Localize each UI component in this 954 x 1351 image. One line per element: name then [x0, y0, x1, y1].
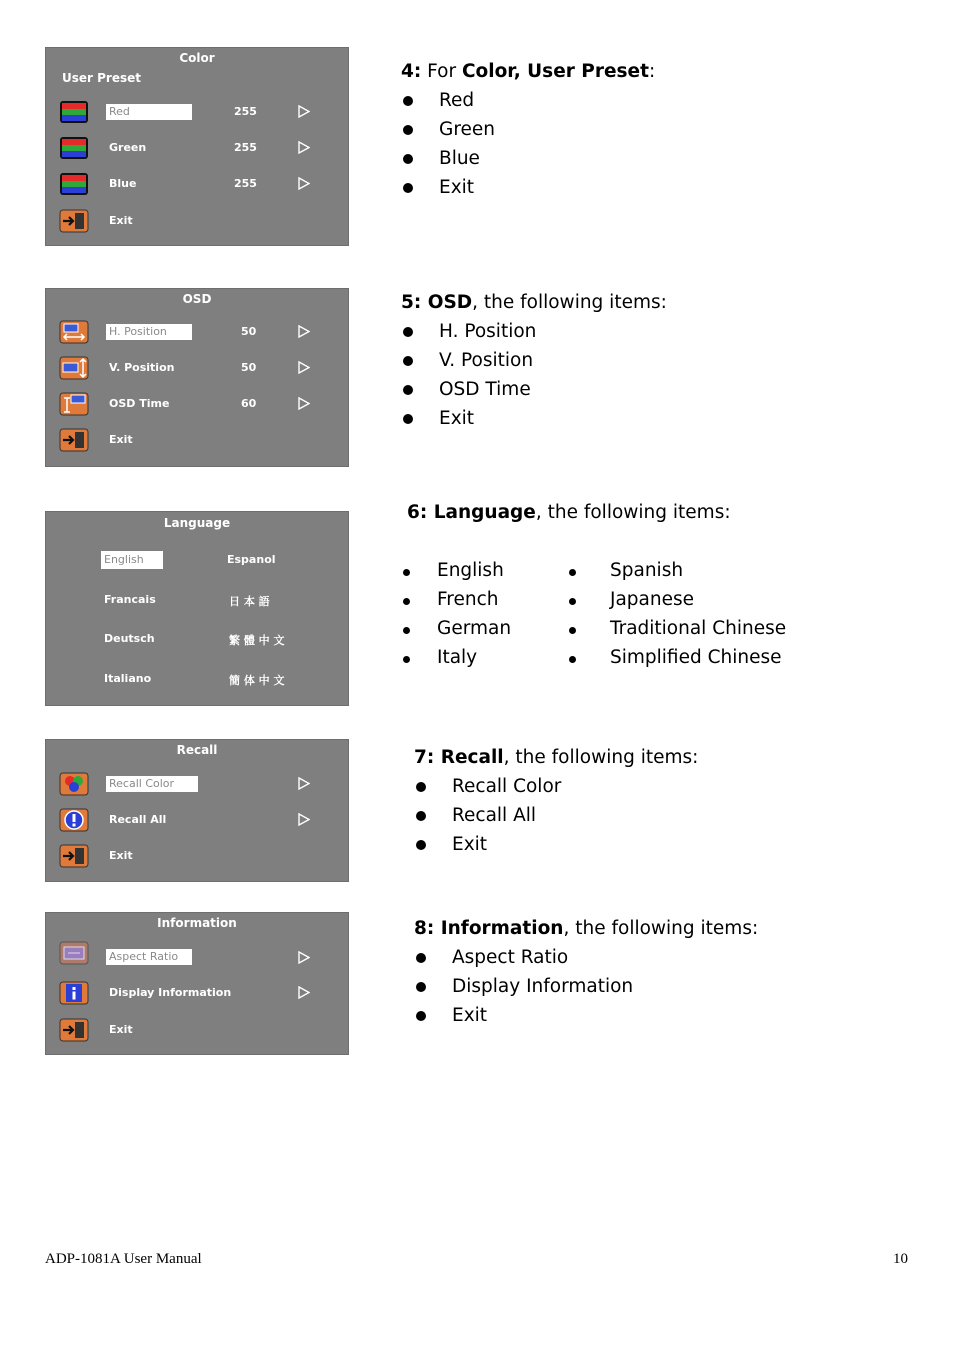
section-6-languages-right [568, 557, 786, 673]
osd-menu-screenshot [45, 288, 349, 467]
osd-row-exit [46, 428, 348, 454]
list-item: Exit [414, 1002, 758, 1031]
recall-exit-label: Exit [109, 849, 133, 862]
list-item: Italy [402, 644, 511, 673]
arrow-right-icon [298, 325, 310, 338]
aspect-ratio-icon [59, 941, 89, 965]
color-red-value: 255 [234, 105, 257, 118]
lang-italiano: Italiano [104, 672, 152, 685]
footer-page-number: 10 [893, 1251, 908, 1267]
osd-row-osd-time [46, 392, 348, 418]
exit-door-icon [59, 209, 89, 233]
osd-exit-label: Exit [109, 433, 133, 446]
list-item: Green [401, 116, 655, 145]
lang-simplified-chinese: 簡 体 中 文 [229, 674, 285, 687]
info-row-exit [46, 1018, 348, 1044]
recall-menu-title: Recall [176, 743, 218, 757]
section-5-heading: 5: OSD, the following items: [401, 292, 667, 313]
osd-row-h-position [46, 320, 348, 346]
exit-door-icon [59, 844, 89, 868]
lang-francais: Francais [104, 593, 156, 606]
lang-japanese: 日 本 語 [229, 595, 270, 608]
information-menu-screenshot [45, 912, 349, 1055]
list-item: Japanese [568, 586, 786, 615]
language-menu-title: Language [163, 516, 231, 530]
section-7-recall [414, 744, 698, 860]
osd-h-position-label: H. Position [106, 324, 192, 340]
osd-menu-title: OSD [182, 292, 212, 306]
exit-door-icon [59, 1018, 89, 1042]
arrow-right-icon [298, 177, 310, 190]
list-item: V. Position [401, 347, 667, 376]
color-bars-icon [59, 136, 89, 160]
info-aspect-ratio-label: Aspect Ratio [106, 949, 192, 965]
arrow-right-icon [298, 361, 310, 374]
language-menu-screenshot [45, 511, 349, 706]
osd-time-label: OSD Time [109, 397, 170, 410]
arrow-right-icon [298, 777, 310, 790]
osd-time-value: 60 [241, 397, 257, 410]
arrow-right-icon [298, 141, 310, 154]
recall-row-all [46, 808, 348, 834]
recall-all-icon [59, 808, 89, 832]
list-item: Recall Color [414, 773, 698, 802]
section-8-heading: 8: Information, the following items: [414, 918, 759, 939]
color-menu-subtitle: User Preset [62, 71, 141, 85]
exit-door-icon [59, 428, 89, 452]
lang-espanol: Espanol [227, 553, 276, 566]
list-item: Simplified Chinese [568, 644, 786, 673]
lang-traditional-chinese: 繁 體 中 文 [229, 634, 285, 647]
list-item: Exit [401, 174, 655, 203]
h-position-icon [59, 320, 89, 344]
color-row-green [46, 136, 348, 162]
list-item: OSD Time [401, 376, 667, 405]
recall-color-label: Recall Color [106, 776, 198, 792]
osd-v-position-label: V. Position [109, 361, 175, 374]
arrow-right-icon [298, 105, 310, 118]
recall-row-color [46, 772, 348, 798]
list-item: H. Position [401, 318, 667, 347]
recall-row-exit [46, 844, 348, 870]
list-item: English [402, 557, 511, 586]
list-item: Display Information [414, 973, 758, 1002]
list-item: Aspect Ratio [414, 944, 758, 973]
footer-manual-title: ADP-1081A User Manual [45, 1251, 202, 1267]
color-blue-label: Blue [109, 177, 137, 190]
v-position-icon [59, 356, 89, 380]
color-exit-label: Exit [109, 214, 133, 227]
arrow-right-icon [298, 397, 310, 410]
info-icon [59, 981, 89, 1005]
list-item: Exit [414, 831, 698, 860]
lang-deutsch: Deutsch [104, 632, 155, 645]
color-green-label: Green [109, 141, 147, 154]
list-item: German [402, 615, 511, 644]
osd-row-v-position [46, 356, 348, 382]
recall-all-label: Recall All [109, 813, 167, 826]
list-item: Spanish [568, 557, 786, 586]
color-blue-value: 255 [234, 177, 257, 190]
arrow-right-icon [298, 951, 310, 964]
info-display-information-label: Display Information [109, 986, 232, 999]
osd-v-position-value: 50 [241, 361, 257, 374]
color-menu-screenshot [45, 47, 349, 246]
info-row-display-information [46, 981, 348, 1007]
lang-english: English [101, 551, 163, 569]
color-row-red [46, 100, 348, 126]
color-red-label: Red [106, 104, 192, 120]
section-5-osd [401, 289, 667, 434]
section-7-heading: 7: Recall, the following items: [414, 747, 699, 768]
recall-color-icon [59, 772, 89, 796]
recall-menu-screenshot [45, 739, 349, 882]
list-item: Red [401, 87, 655, 116]
list-item: Blue [401, 145, 655, 174]
list-item: Exit [401, 405, 667, 434]
information-menu-title: Information [157, 916, 237, 930]
color-row-exit [46, 209, 348, 235]
color-menu-title: Color [179, 51, 215, 65]
color-green-value: 255 [234, 141, 257, 154]
section-8-information [414, 915, 758, 1031]
info-row-aspect-ratio [46, 941, 348, 967]
info-exit-label: Exit [109, 1023, 133, 1036]
color-bars-icon [59, 172, 89, 196]
color-bars-icon [59, 100, 89, 124]
list-item: Traditional Chinese [568, 615, 786, 644]
color-row-blue [46, 172, 348, 198]
list-item: Recall All [414, 802, 698, 831]
osd-time-icon [59, 392, 89, 416]
arrow-right-icon [298, 813, 310, 826]
arrow-right-icon [298, 986, 310, 999]
section-6-languages-left [402, 557, 511, 673]
list-item: French [402, 586, 511, 615]
osd-h-position-value: 50 [241, 325, 257, 338]
section-6-heading: 6: Language, the following items: [407, 502, 731, 523]
section-4-heading: 4: For Color, User Preset: [401, 61, 656, 82]
section-4-color-user-preset [401, 58, 655, 203]
